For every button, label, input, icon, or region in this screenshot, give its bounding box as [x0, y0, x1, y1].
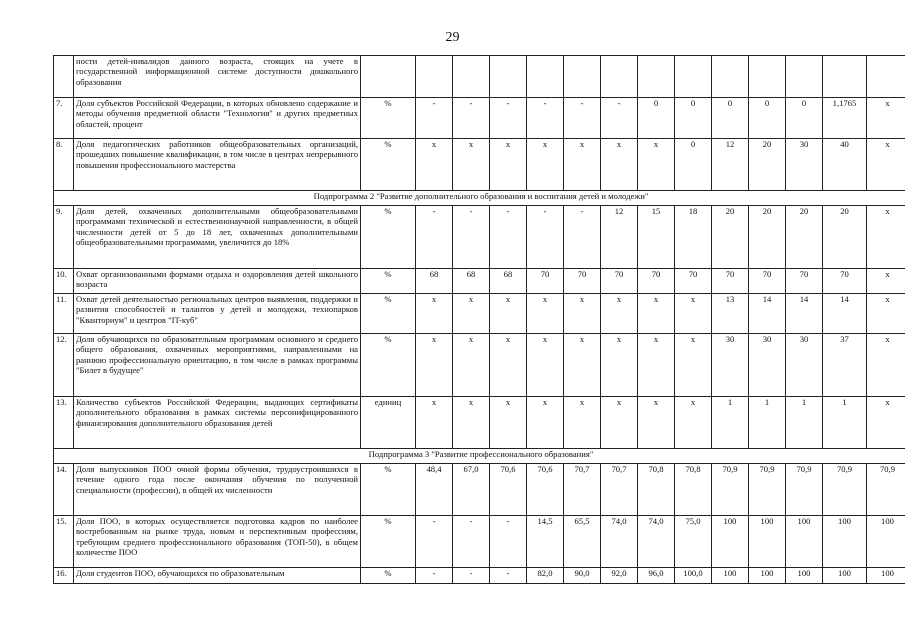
- value-cell: [786, 56, 823, 98]
- value-cell: x: [453, 397, 490, 449]
- indicator-name: Охват организованными формами отдыха и оздоровления детей школьного возраста: [74, 269, 361, 294]
- value-cell: 70: [601, 269, 638, 294]
- value-cell: x: [638, 139, 675, 191]
- value-cell: x: [564, 334, 601, 397]
- value-cell: -: [490, 516, 527, 568]
- value-cell: -: [564, 98, 601, 139]
- value-cell: -: [527, 206, 564, 269]
- value-cell: [749, 56, 786, 98]
- value-cell: -: [453, 516, 490, 568]
- value-cell: 15: [638, 206, 675, 269]
- value-cell: [638, 56, 675, 98]
- value-cell: 14,5: [527, 516, 564, 568]
- value-cell: 70: [823, 269, 867, 294]
- value-cell: [490, 56, 527, 98]
- value-cell: 12: [712, 139, 749, 191]
- indicator-name: Доля субъектов Российской Федерации, в которых обновлено содержание и методы обучения предметной области "Технология" и других предметных областей, процент: [74, 98, 361, 139]
- value-cell: 70,7: [564, 464, 601, 516]
- value-cell: 1: [712, 397, 749, 449]
- unit-cell: %: [361, 206, 416, 269]
- value-cell: x: [867, 294, 905, 334]
- indicator-name: Доля педагогических работников общеобразовательных организаций, прошедших повышение квалификации, в том числе в центрах непрерывного повышения профессионального мастерства: [74, 139, 361, 191]
- row-number: 14.: [54, 464, 74, 516]
- value-cell: -: [416, 568, 453, 584]
- value-cell: 20: [749, 206, 786, 269]
- row-number: 10.: [54, 269, 74, 294]
- value-cell: 67,0: [453, 464, 490, 516]
- value-cell: x: [416, 294, 453, 334]
- value-cell: 13: [712, 294, 749, 334]
- value-cell: 100: [712, 568, 749, 584]
- unit-cell: единиц: [361, 397, 416, 449]
- value-cell: 0: [675, 139, 712, 191]
- row-number: 12.: [54, 334, 74, 397]
- value-cell: 100,0: [675, 568, 712, 584]
- value-cell: x: [601, 139, 638, 191]
- table-row: [54, 568, 905, 584]
- value-cell: 100: [749, 568, 786, 584]
- row-number: 11.: [54, 294, 74, 334]
- table-row: [54, 334, 905, 397]
- value-cell: 30: [786, 334, 823, 397]
- value-cell: x: [490, 334, 527, 397]
- value-cell: 100: [749, 516, 786, 568]
- value-cell: x: [490, 397, 527, 449]
- table-row: [54, 516, 905, 568]
- value-cell: -: [416, 516, 453, 568]
- value-cell: 14: [823, 294, 867, 334]
- value-cell: -: [453, 568, 490, 584]
- value-cell: [453, 56, 490, 98]
- value-cell: 20: [786, 206, 823, 269]
- value-cell: 1: [749, 397, 786, 449]
- table-row: [54, 397, 905, 449]
- row-number: 9.: [54, 206, 74, 269]
- indicator-name: Доля обучающихся по образовательным программам основного и среднего общего образования, охваченных мероприятиями, направленными на раннюю профессиональную ориентацию, в том числе в рамках программы "Билет в будущее": [74, 334, 361, 397]
- unit-cell: %: [361, 334, 416, 397]
- table-row: [54, 56, 905, 98]
- value-cell: 0: [638, 98, 675, 139]
- value-cell: [601, 56, 638, 98]
- table-row: [54, 269, 905, 294]
- value-cell: x: [638, 294, 675, 334]
- value-cell: x: [416, 139, 453, 191]
- value-cell: 70,9: [712, 464, 749, 516]
- row-number: 8.: [54, 139, 74, 191]
- indicator-name: Доля выпускников ПОО очной формы обучения, трудоустроившихся в течение одного года после окончания обучения по полученной специальности (профессии), в общей их численности: [74, 464, 361, 516]
- value-cell: 96,0: [638, 568, 675, 584]
- value-cell: x: [867, 98, 905, 139]
- value-cell: x: [601, 334, 638, 397]
- value-cell: 68: [490, 269, 527, 294]
- indicator-name: Доля студентов ПОО, обучающихся по образовательным: [74, 568, 361, 584]
- value-cell: 100: [823, 568, 867, 584]
- value-cell: 92,0: [601, 568, 638, 584]
- value-cell: 12: [601, 206, 638, 269]
- value-cell: 74,0: [638, 516, 675, 568]
- value-cell: 0: [786, 98, 823, 139]
- value-cell: x: [675, 397, 712, 449]
- value-cell: 65,5: [564, 516, 601, 568]
- value-cell: 82,0: [527, 568, 564, 584]
- value-cell: -: [416, 206, 453, 269]
- value-cell: 74,0: [601, 516, 638, 568]
- value-cell: 18: [675, 206, 712, 269]
- value-cell: x: [867, 206, 905, 269]
- value-cell: 14: [749, 294, 786, 334]
- value-cell: 48,4: [416, 464, 453, 516]
- value-cell: -: [490, 206, 527, 269]
- value-cell: -: [453, 98, 490, 139]
- value-cell: 40: [823, 139, 867, 191]
- value-cell: x: [453, 334, 490, 397]
- value-cell: [564, 56, 601, 98]
- value-cell: 68: [453, 269, 490, 294]
- value-cell: x: [867, 397, 905, 449]
- value-cell: x: [638, 397, 675, 449]
- value-cell: 30: [749, 334, 786, 397]
- value-cell: x: [416, 334, 453, 397]
- value-cell: -: [527, 98, 564, 139]
- value-cell: 70,9: [786, 464, 823, 516]
- value-cell: 70,7: [601, 464, 638, 516]
- value-cell: 70,6: [490, 464, 527, 516]
- page-number: 29: [445, 30, 460, 45]
- unit-cell: %: [361, 568, 416, 584]
- value-cell: 1,1765: [823, 98, 867, 139]
- indicator-name: Доля детей, охваченных дополнительными общеобразовательными программами технической и естественнонаучной направленности, в общей численности детей от 5 до 18 лет, охваченных дополнительными общеобразовательными программами, увеличится до 18%: [74, 206, 361, 269]
- value-cell: 100: [712, 516, 749, 568]
- value-cell: x: [867, 139, 905, 191]
- value-cell: x: [675, 294, 712, 334]
- unit-cell: %: [361, 516, 416, 568]
- table-row: [54, 139, 905, 191]
- unit-cell: [361, 56, 416, 98]
- value-cell: x: [601, 397, 638, 449]
- value-cell: 90,0: [564, 568, 601, 584]
- value-cell: x: [867, 269, 905, 294]
- value-cell: 68: [416, 269, 453, 294]
- value-cell: 70,8: [638, 464, 675, 516]
- value-cell: 70: [564, 269, 601, 294]
- value-cell: 20: [712, 206, 749, 269]
- value-cell: 70: [527, 269, 564, 294]
- value-cell: x: [527, 334, 564, 397]
- unit-cell: %: [361, 464, 416, 516]
- subprogram-row: [54, 191, 905, 206]
- value-cell: 70: [638, 269, 675, 294]
- unit-cell: %: [361, 98, 416, 139]
- value-cell: 100: [823, 516, 867, 568]
- row-number: 15.: [54, 516, 74, 568]
- value-cell: 14: [786, 294, 823, 334]
- value-cell: 0: [675, 98, 712, 139]
- unit-cell: %: [361, 294, 416, 334]
- value-cell: x: [527, 294, 564, 334]
- value-cell: x: [564, 397, 601, 449]
- subprogram-title: Подпрограмма 3 "Развитие профессионального образования": [54, 449, 905, 464]
- value-cell: -: [416, 98, 453, 139]
- value-cell: -: [564, 206, 601, 269]
- value-cell: x: [564, 294, 601, 334]
- indicator-name: Количество субъектов Российской Федерации, выдающих сертификаты дополнительного образования в рамках системы персонифицированного финансирования дополнительного образования детей: [74, 397, 361, 449]
- subprogram-title: Подпрограмма 2 "Развитие дополнительного образования и воспитания детей и молодежи": [54, 191, 905, 206]
- table-row: [54, 294, 905, 334]
- value-cell: 20: [823, 206, 867, 269]
- value-cell: x: [564, 139, 601, 191]
- value-cell: 70,9: [749, 464, 786, 516]
- row-number: 16.: [54, 568, 74, 584]
- indicator-name: Доля ПОО, в которых осуществляется подготовка кадров по наиболее востребованным на рынке труда, новым и перспективным профессиям, требующим среднего профессионального образования (ТОП-50), в общем количестве ПОО: [74, 516, 361, 568]
- value-cell: [527, 56, 564, 98]
- value-cell: 1: [823, 397, 867, 449]
- unit-cell: %: [361, 139, 416, 191]
- value-cell: [867, 56, 905, 98]
- value-cell: x: [416, 397, 453, 449]
- indicator-name: ности детей-инвалидов данного возраста, стоящих на учете в государственной информационной системе доступности дошкольного образования: [74, 56, 361, 98]
- value-cell: -: [490, 568, 527, 584]
- value-cell: -: [601, 98, 638, 139]
- value-cell: 70,9: [823, 464, 867, 516]
- value-cell: 0: [749, 98, 786, 139]
- indicators-table: [53, 55, 905, 584]
- value-cell: [675, 56, 712, 98]
- value-cell: 70: [675, 269, 712, 294]
- value-cell: 30: [786, 139, 823, 191]
- value-cell: 70: [712, 269, 749, 294]
- value-cell: 70: [749, 269, 786, 294]
- value-cell: x: [867, 334, 905, 397]
- unit-cell: %: [361, 269, 416, 294]
- value-cell: 100: [786, 516, 823, 568]
- value-cell: x: [453, 139, 490, 191]
- row-number: 7.: [54, 98, 74, 139]
- value-cell: x: [638, 334, 675, 397]
- value-cell: 20: [749, 139, 786, 191]
- value-cell: 100: [786, 568, 823, 584]
- value-cell: [416, 56, 453, 98]
- table-row: [54, 98, 905, 139]
- value-cell: x: [527, 139, 564, 191]
- value-cell: 75,0: [675, 516, 712, 568]
- row-number: [54, 56, 74, 98]
- value-cell: [712, 56, 749, 98]
- value-cell: x: [675, 334, 712, 397]
- value-cell: 70,8: [675, 464, 712, 516]
- value-cell: 70,6: [527, 464, 564, 516]
- value-cell: [823, 56, 867, 98]
- value-cell: 70,9: [867, 464, 905, 516]
- value-cell: x: [490, 139, 527, 191]
- value-cell: 37: [823, 334, 867, 397]
- row-number: 13.: [54, 397, 74, 449]
- value-cell: 70: [786, 269, 823, 294]
- value-cell: x: [601, 294, 638, 334]
- indicator-name: Охват детей деятельностью региональных центров выявления, поддержки и развития способностей и талантов у детей и молодежи, технопарков "Кванториум" и центров "IT-куб": [74, 294, 361, 334]
- value-cell: 30: [712, 334, 749, 397]
- value-cell: 0: [712, 98, 749, 139]
- value-cell: x: [527, 397, 564, 449]
- value-cell: 100: [867, 516, 905, 568]
- value-cell: -: [453, 206, 490, 269]
- value-cell: 100: [867, 568, 905, 584]
- value-cell: -: [490, 98, 527, 139]
- value-cell: 1: [786, 397, 823, 449]
- table-row: [54, 464, 905, 516]
- value-cell: x: [490, 294, 527, 334]
- value-cell: x: [453, 294, 490, 334]
- table-row: [54, 206, 905, 269]
- subprogram-row: [54, 449, 905, 464]
